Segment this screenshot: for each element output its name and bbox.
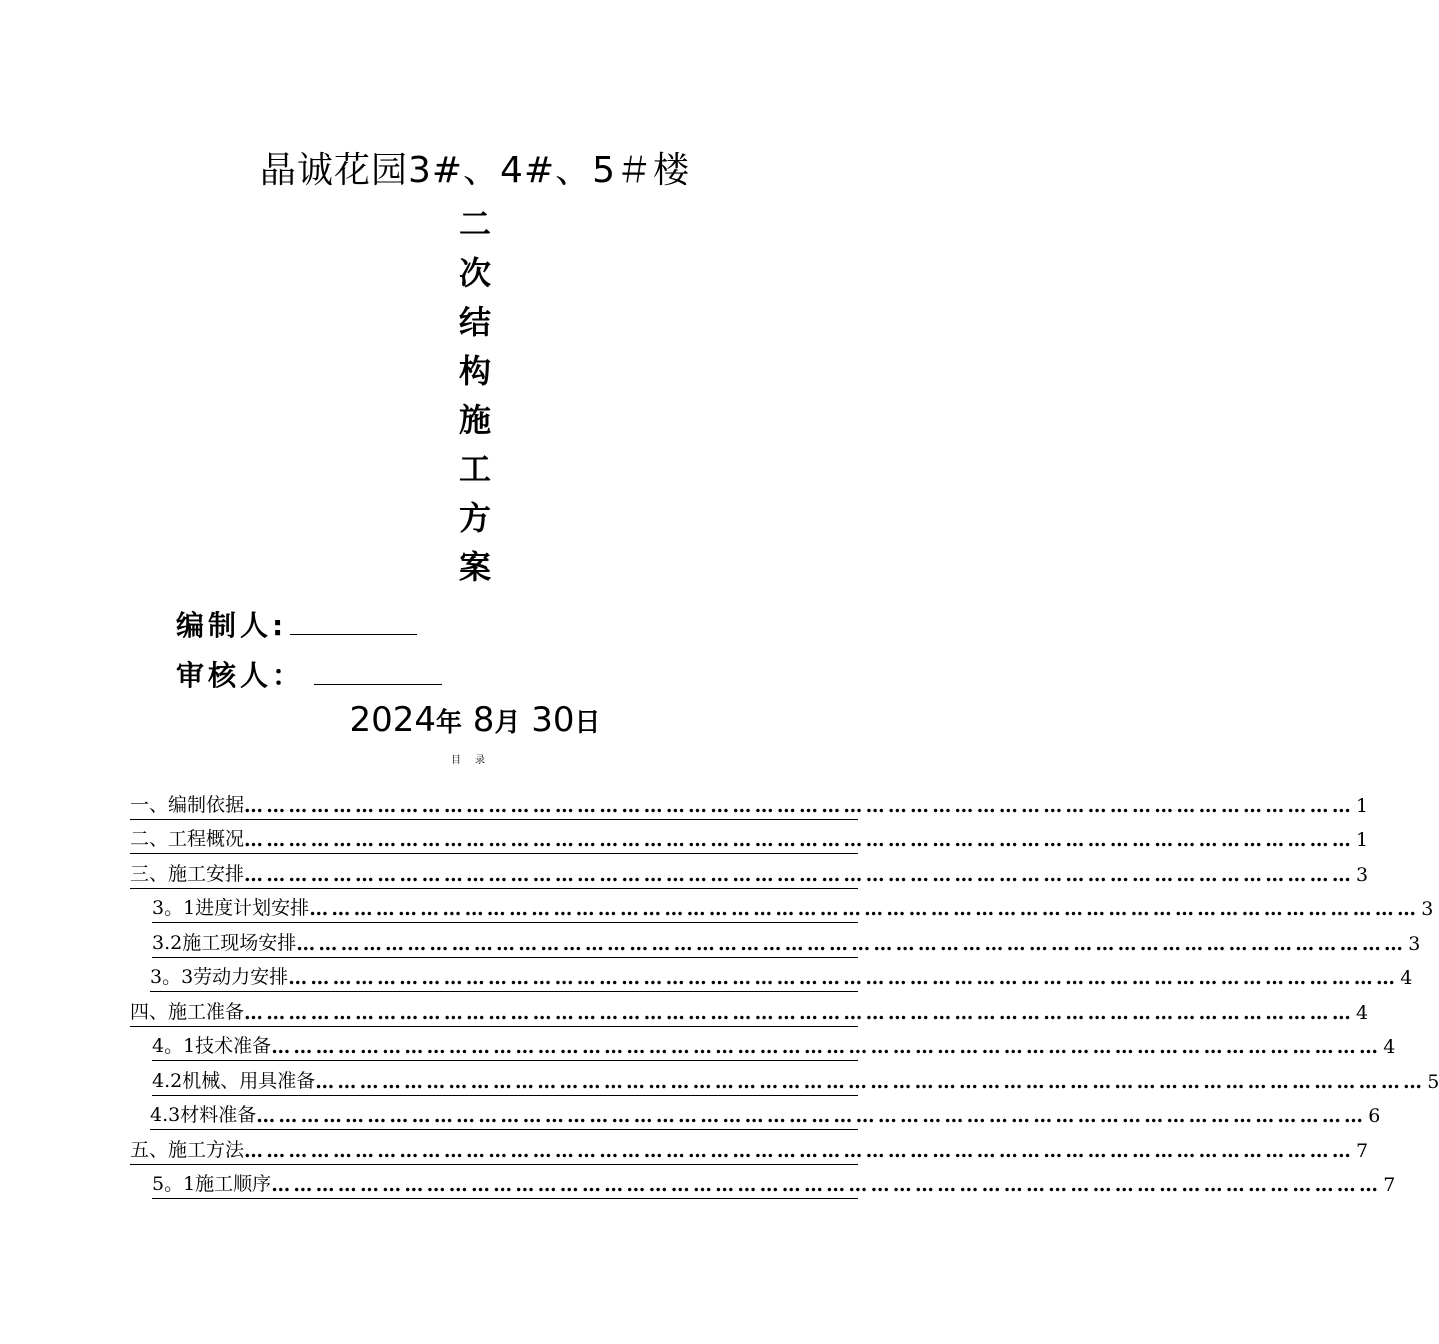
toc-entry-page: 7 [1383,1174,1396,1196]
vertical-title-char: 工 [458,450,491,488]
toc-entry-page: 5 [1427,1070,1439,1093]
toc-entry[interactable] [152,1165,1396,1200]
toc-leader-dots: …………………………………………………………………………………………………………………………………… [309,898,1420,920]
date-month-unit: 月 [494,708,521,738]
toc-entry[interactable] [150,958,1413,993]
toc-entry-text: 三、施工安排 [130,862,245,885]
vertical-title-char: 案 [458,548,491,586]
toc-entry-text: 五、施工方法 [130,1138,245,1161]
date-day: 30 [531,700,575,740]
vertical-title [0,200,950,592]
toc-entry-text: 3。3劳动力安排 [150,966,289,988]
toc-entry-text: 4.2机械、用具准备 [152,1069,316,1092]
date-month: 8 [472,700,495,740]
toc-entry-text: 4.3材料准备 [150,1104,257,1126]
toc-heading: 目录 [451,755,499,766]
toc-entry-page: 4 [1383,1036,1396,1058]
toc-entry-text: 5。1施工顺序 [152,1173,272,1195]
table-of-contents [130,785,1439,1199]
toc-entry[interactable] [130,854,1369,889]
vertical-title-char: 二 [458,205,491,243]
date-year-unit: 年 [435,708,462,738]
toc-entry-page: 7 [1356,1139,1369,1162]
toc-entry-page: 3 [1356,863,1369,886]
vertical-title-char: 构 [458,352,491,390]
toc-entry-text: 四、施工准备 [130,1000,245,1023]
reviewer-signature-line[interactable] [314,684,442,685]
toc-entry[interactable] [130,820,1369,855]
toc-leader-dots: …………………………………………………………………………………………………………………………………… [244,863,1355,886]
toc-entry-page: 4 [1356,1001,1369,1024]
toc-leader-dots: …………………………………………………………………………………………………………………………………… [288,967,1399,989]
toc-entry[interactable] [130,1130,1369,1165]
toc-entry[interactable] [152,1027,1396,1062]
date-year: 2024 [349,700,436,740]
toc-entry-text: 3.2施工现场安排 [152,931,297,954]
toc-entry[interactable] [152,923,1421,958]
toc-entry-text: 3。1进度计划安排 [152,897,310,919]
toc-leader-dots: …………………………………………………………………………………………………………………………………… [296,932,1407,955]
toc-leader-dots: …………………………………………………………………………………………………………………………………… [271,1174,1382,1196]
date-day-unit: 日 [574,708,601,738]
vertical-title-char: 次 [458,254,491,292]
toc-leader-dots: …………………………………………………………………………………………………………………………………… [244,829,1355,851]
document-title: 晶诚花园3#、4#、5＃楼 [259,150,691,191]
toc-entry-text: 4。1技术准备 [152,1035,272,1057]
vertical-title-char: 方 [458,499,491,537]
vertical-title-char: 施 [458,401,491,439]
toc-entry-page: 3 [1408,932,1421,955]
toc-entry-text: 一、编制依据 [130,793,245,816]
toc-leader-dots: …………………………………………………………………………………………………………………………………… [315,1070,1426,1093]
toc-entry-page: 6 [1368,1105,1381,1127]
toc-entry[interactable] [130,992,1369,1027]
toc-leader-dots: …………………………………………………………………………………………………………………………………… [244,794,1355,817]
toc-leader-dots: …………………………………………………………………………………………………………………………………… [256,1105,1367,1127]
toc-entry-page: 4 [1400,967,1413,989]
compiler-signature-line[interactable] [290,634,417,635]
reviewer-label: 审核人： [176,659,305,692]
vertical-title-char: 结 [458,303,491,341]
toc-entry[interactable] [130,785,1369,820]
toc-entry-text: 二、工程概况 [130,828,245,850]
compiler-label: 编制人: [176,609,288,642]
toc-entry[interactable] [150,1096,1381,1131]
toc-leader-dots: …………………………………………………………………………………………………………………………………… [271,1036,1382,1058]
toc-leader-dots: …………………………………………………………………………………………………………………………………… [244,1001,1355,1024]
toc-entry[interactable] [152,1061,1439,1096]
toc-entry-page: 1 [1356,829,1369,851]
toc-leader-dots: …………………………………………………………………………………………………………………………………… [244,1139,1355,1162]
toc-entry-page: 1 [1356,794,1369,817]
document-date [0,700,950,740]
toc-entry[interactable] [152,889,1434,924]
toc-entry-page: 3 [1421,898,1434,920]
